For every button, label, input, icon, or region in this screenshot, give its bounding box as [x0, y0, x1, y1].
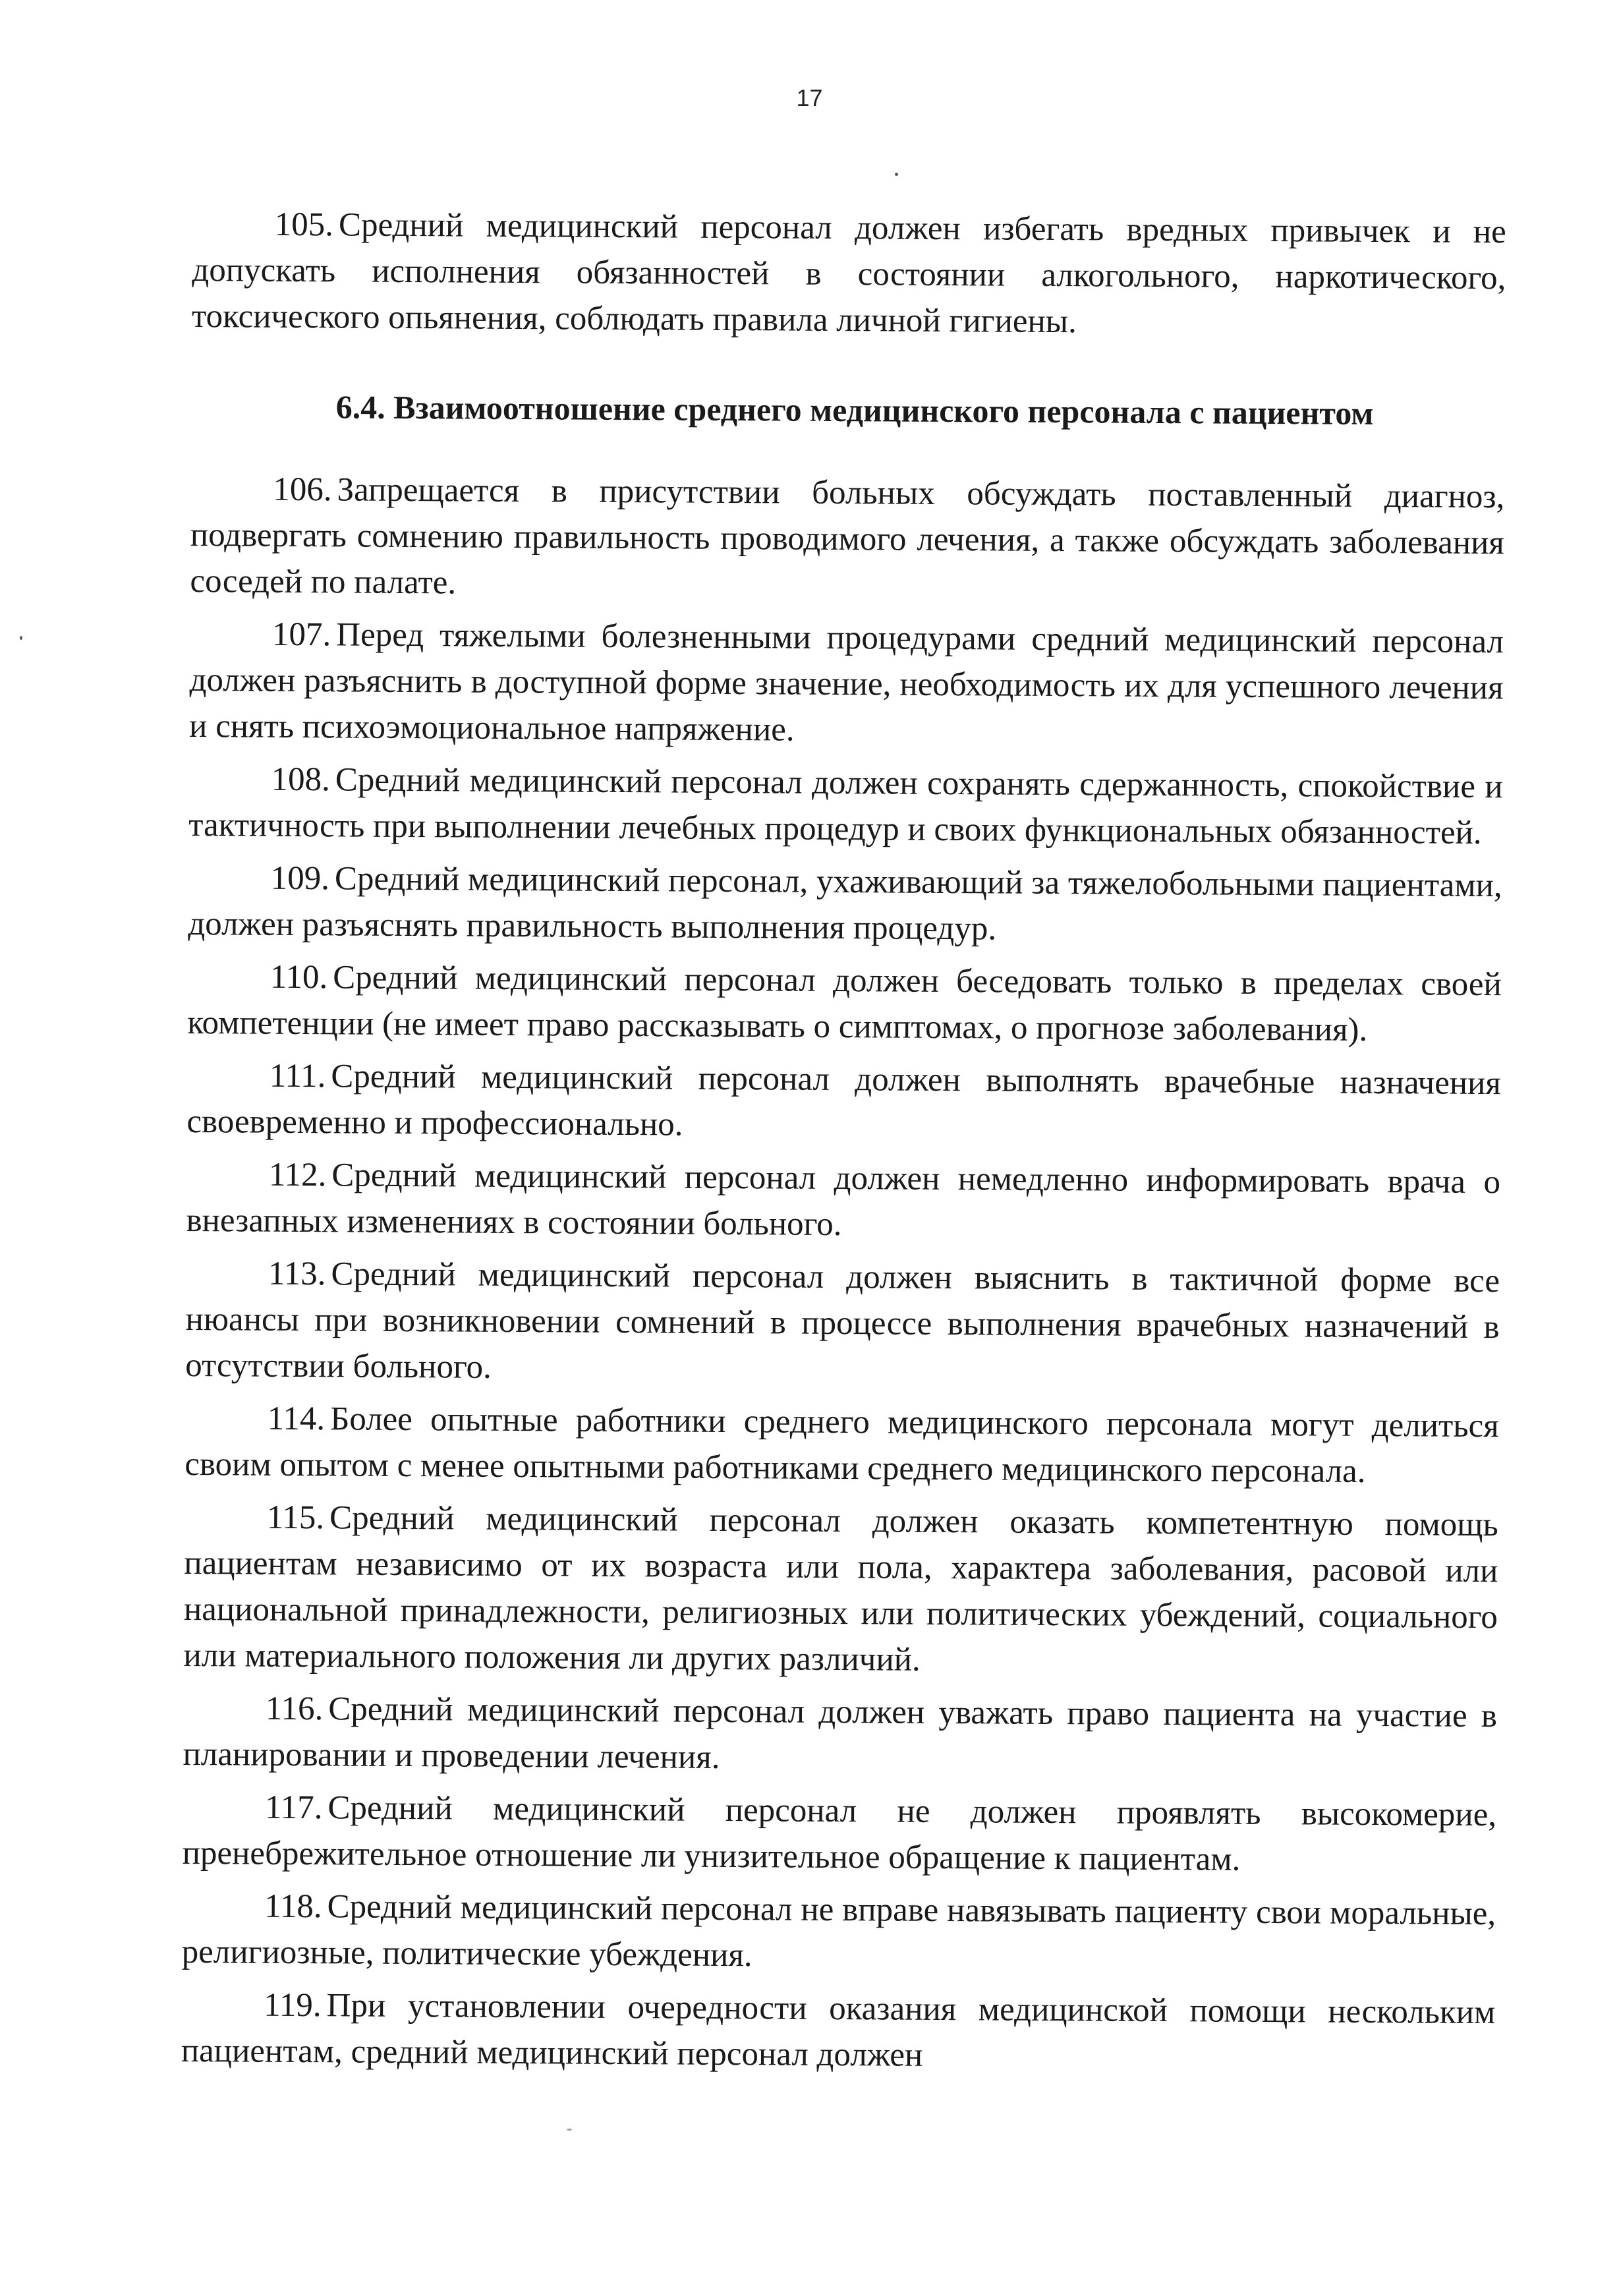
paragraph-number: 114. [267, 1400, 326, 1438]
paragraph-text: Перед тяжелыми болезненными процедурами средний медицинский персонал должен разъяснить в доступной форме значение, необходимость их для успешного лечения и снять психоэмоциональное напряжение. [188, 616, 1504, 749]
paragraph-text: Средний медицинский персонал не должен проявлять высокомерие, пренебрежительное отношение ли унизительное обращение к пациентам. [182, 1789, 1497, 1878]
paragraph-text: Более опытные работники среднего медицинского персонала могут делиться своим опытом с менее опытными работниками среднего медицинского персонала. [185, 1400, 1499, 1490]
paragraph [186, 1052, 1501, 1153]
paragraph-text: Средний медицинский персонал должен уважать право пациента на участие в планировании и проведении лечения. [183, 1690, 1498, 1776]
paragraph-number: 107. [271, 616, 331, 654]
paragraph-text: Средний медицинский персонал должен выполнять врачебные назначения своевременно и профессионально. [186, 1058, 1502, 1143]
paragraph [183, 1494, 1498, 1686]
paragraph-number: 106. [273, 471, 332, 509]
paragraph-number: 110. [270, 958, 328, 996]
paragraph [187, 954, 1502, 1054]
paragraph-number: 115. [266, 1499, 325, 1537]
paragraph-text: Средний медицинский персонал не вправе навязывать пациенту свои моральные, религиозные, политические убеждения. [181, 1888, 1496, 1974]
paragraph-number: 108. [271, 761, 331, 799]
paragraph-number: 109. [270, 859, 330, 898]
paragraph [182, 1883, 1496, 1983]
paragraph [181, 1982, 1496, 2082]
document-body [181, 201, 1506, 2088]
paragraph [185, 1395, 1499, 1495]
paragraph [192, 201, 1506, 347]
paragraph-number: 112. [268, 1156, 327, 1194]
paragraph-text: Средний медицинский персонал должен беседовать только в пределах своей компетенции (не имеет право рассказывать о симптомах, о прогнозе заболевания). [187, 959, 1502, 1048]
paragraph [183, 1685, 1497, 1785]
paragraph-number: 119. [264, 1986, 322, 2024]
paragraph [186, 1151, 1500, 1251]
paragraph-list [181, 466, 1505, 2082]
paragraph-number: 111. [269, 1057, 326, 1095]
paragraph-number: 113. [268, 1255, 326, 1293]
paragraph-text: При установлении очередности оказания медицинской помощи нескольким пациентам, средний медицинский персонал должен [181, 1987, 1496, 2074]
paragraph [188, 756, 1503, 856]
paragraph-text: Средний медицинский персонал должен оказать компетентную помощь пациентам независимо от их возраста или пола, характера заболевания, расовой или национальной принадлежности, религиозных или политических убеждений, социального или материального положения ли других различий. [183, 1499, 1498, 1679]
section-heading: 6.4. Взаимоотношение среднего медицинского персонала с пациентом [335, 388, 1374, 432]
paragraph [189, 611, 1504, 757]
paragraph-text: Средний медицинский персонал должен избегать вредных привычек и не допускать исполнения обязанностей в состоянии алкогольного, наркотического, токсического опьянения, соблюдать правила личной гигиены. [191, 206, 1506, 341]
paragraph [182, 1784, 1496, 1884]
scan-speck [20, 636, 22, 640]
paragraph-number: 118. [264, 1887, 322, 1926]
paragraph-number: 105. [274, 206, 334, 244]
paragraph [188, 855, 1502, 955]
paragraph-text: Запрещается в присутствии больных обсуждать поставленный диагноз, подвергать сомнению правильность проводимого лечения, а также обсуждать заболевания соседей по палате. [190, 471, 1505, 602]
scan-speck [895, 173, 898, 176]
paragraph-text: Средний медицинский персонал должен сохранять сдержанность, спокойствие и тактичность при выполнении лечебных процедур и своих функциональных обязанностей. [188, 761, 1503, 851]
paragraph [190, 466, 1504, 612]
paragraph-text: Средний медицинский персонал должен выяснить в тактичной форме все нюансы при возникновении сомнений в процессе выполнения врачебных назначений в отсутствии больного. [185, 1255, 1500, 1386]
paragraph-text: Средний медицинский персонал должен немедленно информировать врача о внезапных изменениях в состоянии больного. [186, 1157, 1501, 1244]
scan-speck [567, 2129, 572, 2131]
page-number: 17 [796, 84, 823, 111]
paragraph-number: 116. [265, 1690, 324, 1728]
paragraph [185, 1250, 1500, 1396]
paragraph-text: Средний медицинский персонал, ухаживающий за тяжелобольными пациентами, должен разъяснять правильность выполнения процедур. [188, 860, 1502, 948]
paragraph-number: 117. [264, 1789, 323, 1827]
